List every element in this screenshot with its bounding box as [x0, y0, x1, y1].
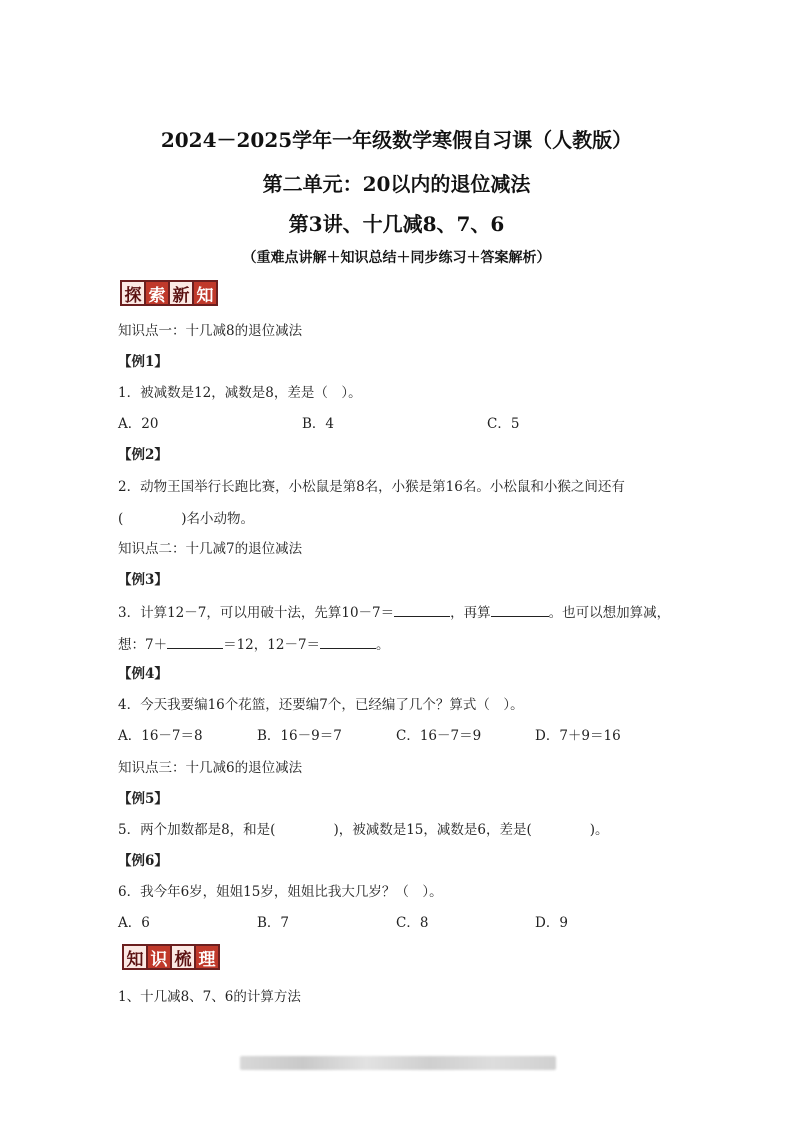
example-1-label: 【例1】 — [118, 354, 168, 370]
example-5-question — [118, 821, 609, 839]
example-4-option-c: C．16－7＝9 — [396, 728, 482, 744]
text-segment: 想：7＋ — [118, 637, 168, 653]
badge-char: 知 — [192, 280, 218, 306]
example-1-question: 1．被减数是12，减数是8，差是（ ）。 — [118, 385, 362, 401]
text-segment: ＝12，12－7＝ — [223, 637, 321, 653]
example-6-option-d: D．9 — [535, 915, 568, 931]
example-1-option-b: B．4 — [302, 416, 335, 432]
example-6-option-c: C．8 — [396, 915, 429, 931]
knowledge-point-3: 知识点三：十几减6的退位减法 — [118, 760, 303, 776]
example-4-question: 4．今天我要编16个花篮，还要编7个，已经编了几个？算式（ ）。 — [118, 697, 524, 713]
example-6-question: 6．我今年6岁，姐姐15岁，姐姐比我大几岁？（ ）。 — [118, 884, 443, 900]
badge-char: 索 — [144, 280, 170, 306]
lecture-title: 第3讲、十几减8、7、6 — [288, 212, 505, 236]
section-badge-explore — [120, 280, 216, 306]
example-6-option-a: A．6 — [118, 915, 150, 931]
knowledge-point-1: 知识点一：十几减8的退位减法 — [118, 323, 303, 339]
example-2-label: 【例2】 — [118, 447, 168, 463]
example-2-line2-rest: )名小动物。 — [181, 511, 255, 527]
example-4-label: 【例4】 — [118, 666, 168, 682]
example-4-option-a: A．16－7＝8 — [118, 728, 203, 744]
example-4-option-d: D．7＋9＝16 — [535, 728, 621, 744]
badge-char: 理 — [194, 944, 220, 970]
subtitle: （重难点讲解＋知识总结＋同步练习＋答案解析） — [242, 250, 551, 266]
example-3-label: 【例3】 — [118, 572, 168, 588]
badge-char: 识 — [146, 944, 172, 970]
example-1-option-c: C．5 — [487, 416, 520, 432]
badge-char: 知 — [122, 944, 148, 970]
example-6-label: 【例6】 — [118, 853, 168, 869]
answer-blank — [167, 634, 223, 649]
text-segment: 5．两个加数都是8，和是( — [118, 822, 276, 838]
section-badge-summary — [122, 944, 218, 970]
text-segment: )，被减数是15，减数是6，差是( — [333, 822, 532, 838]
knowledge-point-2: 知识点二：十几减7的退位减法 — [118, 541, 303, 557]
example-6-option-b: B．7 — [257, 915, 290, 931]
text-segment: 。 — [376, 637, 390, 653]
answer-blank — [491, 602, 549, 617]
example-2-line1: 2．动物王国举行长跑比赛，小松鼠是第8名，小猴是第16名。小松鼠和小猴之间还有 — [118, 479, 625, 495]
blurred-footer-watermark — [240, 1056, 556, 1070]
badge-char: 梳 — [170, 944, 196, 970]
answer-blank — [394, 602, 450, 617]
summary-item-1: 1、十几减8、7、6的计算方法 — [118, 989, 301, 1005]
text-segment: ，再算 — [450, 605, 491, 621]
text-segment: 。也可以想加算减， — [548, 605, 671, 621]
text-segment: )。 — [589, 822, 609, 838]
badge-char: 新 — [168, 280, 194, 306]
paren-open: ( — [118, 511, 124, 527]
badge-char: 探 — [120, 280, 146, 306]
example-5-label: 【例5】 — [118, 791, 168, 807]
text-segment: 3．计算12－7，可以用破十法，先算10－7＝ — [118, 605, 395, 621]
example-3-line1 — [118, 602, 670, 622]
example-4-option-b: B．16－9＝7 — [257, 728, 342, 744]
main-title: 2024－2025学年一年级数学寒假自习课（人教版） — [160, 128, 633, 152]
example-2-line2 — [118, 510, 254, 528]
unit-title: 第二单元：20以内的退位减法 — [262, 172, 531, 196]
example-1-option-a: A．20 — [118, 416, 159, 432]
example-3-line2 — [118, 634, 390, 654]
answer-blank — [320, 634, 376, 649]
